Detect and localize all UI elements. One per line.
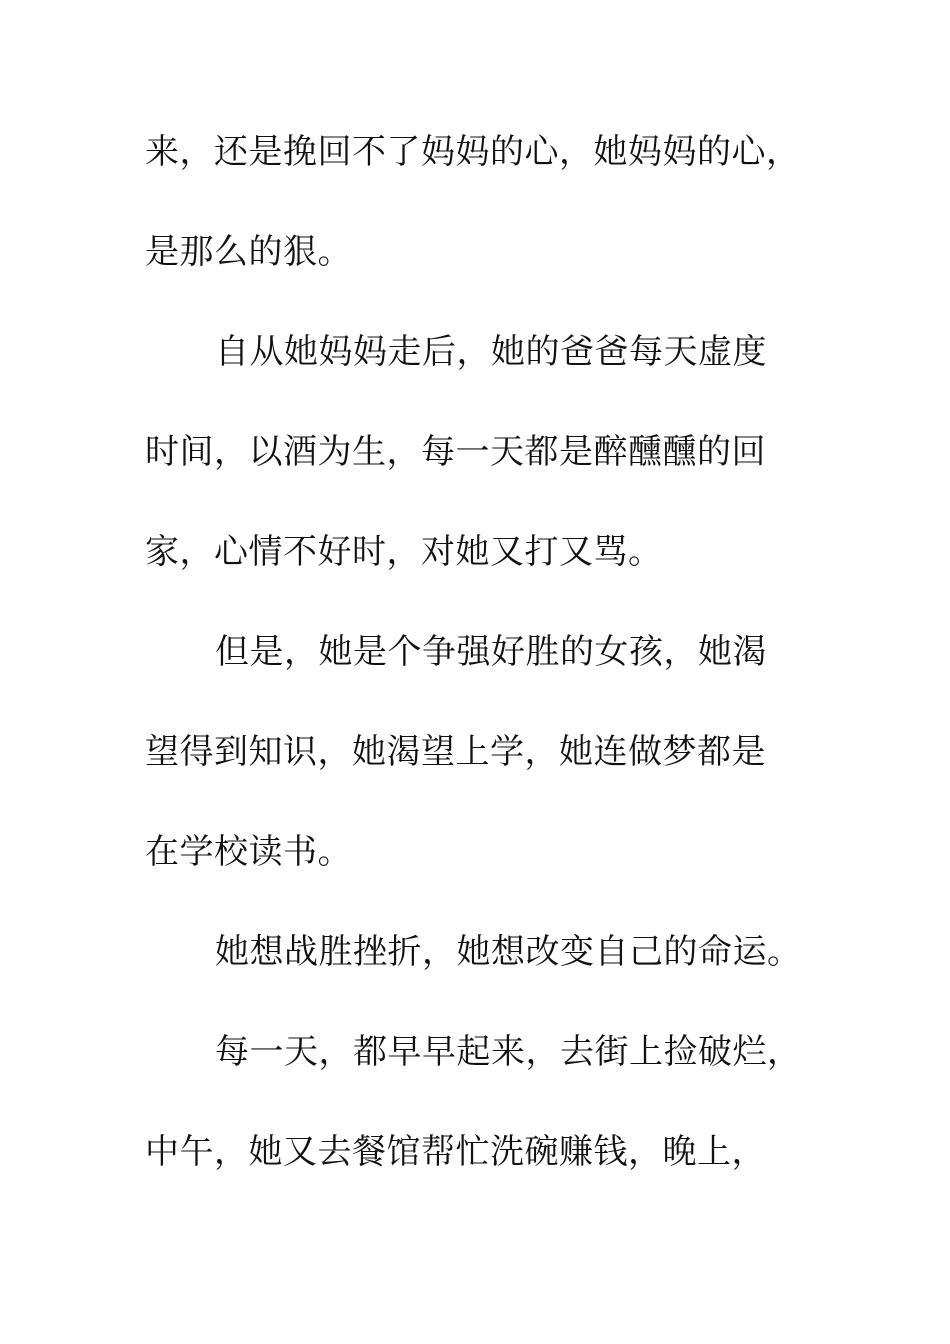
text-line: 在学校读书。 (145, 832, 352, 872)
paragraph-start-line: 她想战胜挫折，她想改变自己的命运。 (215, 932, 802, 972)
text-line: 中午，她又去餐馆帮忙洗碗赚钱，晚上， (145, 1132, 766, 1172)
paragraph-start-line: 每一天，都早早起来，去街上捡破烂， (215, 1032, 802, 1072)
text-line: 时间，以酒为生，每一天都是醉醺醺的回 (145, 432, 766, 472)
text-line: 家，心情不好时，对她又打又骂。 (145, 532, 663, 572)
text-line: 望得到知识，她渴望上学，她连做梦都是 (145, 732, 766, 772)
paragraph-start-line: 自从她妈妈走后，她的爸爸每天虚度 (215, 332, 767, 372)
paragraph-start-line: 但是，她是个争强好胜的女孩，她渴 (215, 632, 767, 672)
text-line: 来，还是挽回不了妈妈的心，她妈妈的心， (145, 132, 801, 172)
text-line: 是那么的狠。 (145, 232, 352, 272)
